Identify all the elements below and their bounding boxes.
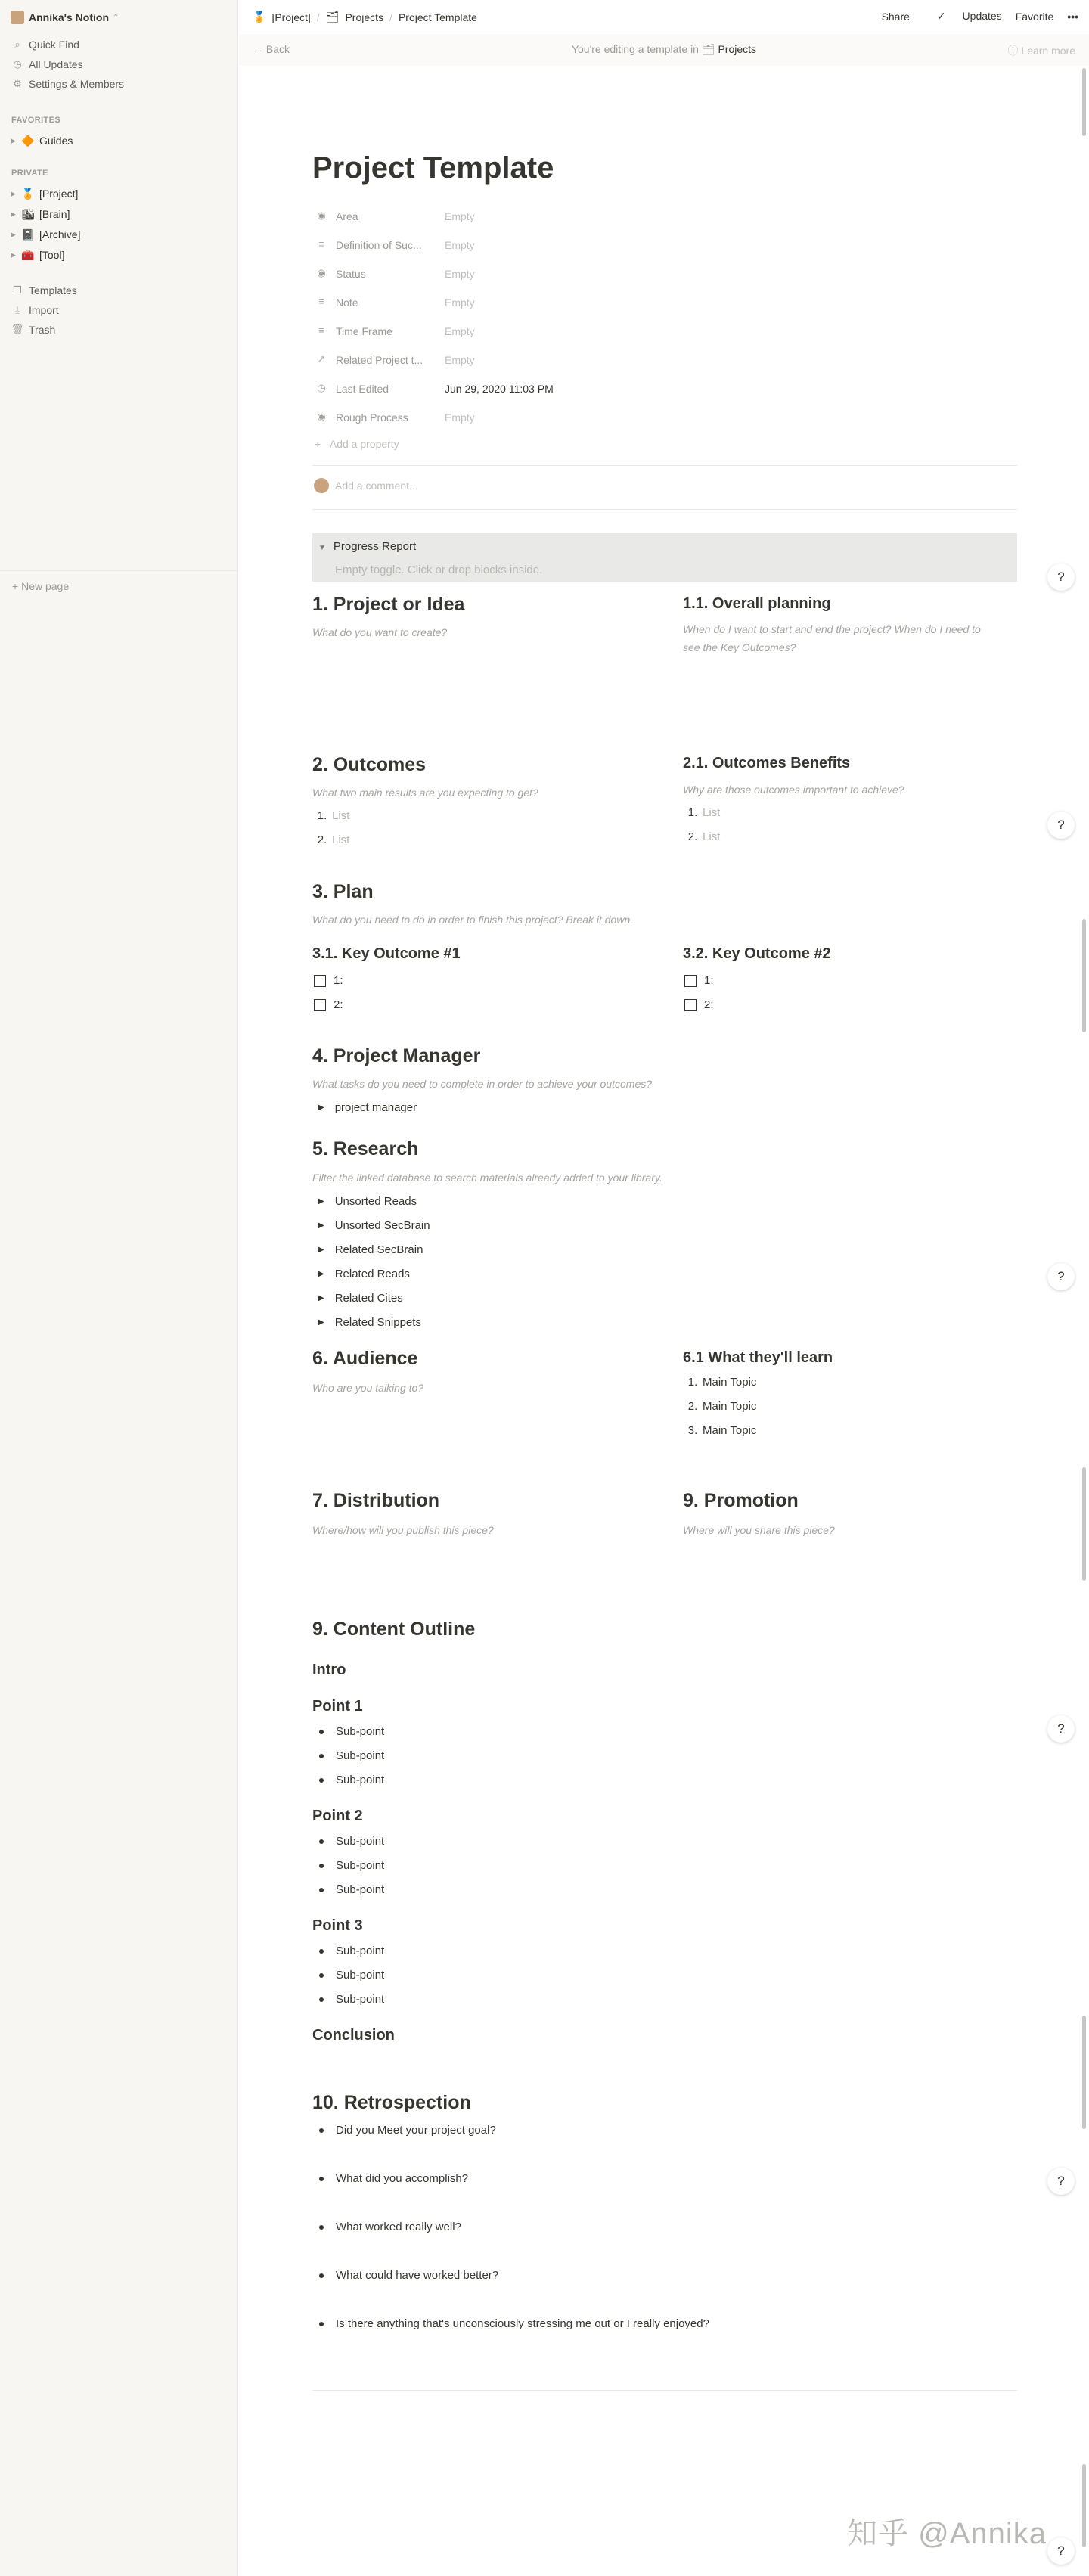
breadcrumb-projects[interactable]: Projects (345, 11, 384, 23)
learn-more-link[interactable] (1008, 43, 1075, 58)
topbar (239, 0, 1089, 34)
scrollbar-thumb[interactable] (1082, 68, 1086, 136)
progress-report-toggle[interactable] (312, 533, 1017, 582)
hint-text[interactable]: What do you want to create? (312, 626, 448, 638)
projects-db-icon: 🗂 (701, 43, 715, 55)
toggle-text: Unsorted Reads (334, 1195, 417, 1208)
property-name: Area (336, 210, 358, 222)
template-notice (239, 43, 1089, 56)
toggle-header[interactable] (318, 540, 416, 553)
property-area[interactable] (312, 203, 1017, 230)
page-title[interactable]: Project Template (312, 151, 554, 185)
bullet-dot (319, 1949, 324, 1954)
expand-triangle-icon[interactable]: ▶ (11, 189, 16, 197)
expand-triangle-icon[interactable]: ▶ (11, 250, 16, 259)
template-banner (239, 34, 1089, 66)
bullet-dot (319, 2273, 324, 2278)
bullet-text: Did you Meet your project goal? (336, 2124, 496, 2137)
property-note[interactable] (312, 289, 1017, 316)
list-number: 2. (687, 830, 698, 843)
toggle-text: project manager (334, 1101, 417, 1114)
expand-triangle-icon[interactable]: ▶ (11, 230, 16, 238)
list-number: 3. (687, 1424, 698, 1437)
bullet-text: Sub-point (336, 1749, 385, 1762)
expand-triangle-icon[interactable]: ▶ (11, 136, 16, 144)
bullet-dot (319, 1888, 324, 1892)
bullet-dot (319, 1778, 324, 1783)
page-emoji-icon: 📓 (21, 228, 35, 241)
toggle-closed-triangle-icon[interactable]: ▶ (318, 1103, 324, 1112)
toggle-open-triangle-icon[interactable]: ▼ (318, 544, 326, 552)
bullet-text: Sub-point (336, 1859, 385, 1872)
sidebar-item-label: Import (29, 304, 59, 316)
sidebar-item-settings[interactable] (11, 75, 124, 93)
select-icon: ◉ (317, 209, 326, 221)
heading-promotion[interactable]: 9. Promotion (683, 1490, 799, 1511)
hint-text[interactable]: What tasks do you need to complete in order to achieve your outcomes? (312, 1078, 653, 1090)
list-text: Main Topic (703, 1400, 757, 1413)
select-icon: ◉ (317, 267, 326, 278)
help-circle-icon: ⓘ (1007, 45, 1022, 57)
toggle-item[interactable] (312, 1101, 417, 1114)
toggle-empty-placeholder[interactable]: Empty toggle. Click or drop blocks inside. (335, 563, 543, 576)
breadcrumb-separator: / (389, 11, 392, 23)
heading-overall-planning[interactable]: 1.1. Overall planning (683, 595, 831, 612)
heading-intro[interactable]: Intro (312, 1662, 346, 1678)
bullet-item[interactable] (312, 1944, 384, 1957)
share-button[interactable]: Share (881, 10, 910, 23)
bullet-item[interactable] (312, 1859, 384, 1872)
templates-icon: ❐ (13, 284, 22, 296)
sidebar-item-label: Quick Find (29, 39, 79, 51)
checkbox[interactable] (314, 975, 326, 987)
toggle-item[interactable] (312, 1316, 421, 1329)
checkbox[interactable] (314, 999, 326, 1011)
property-related-project[interactable] (312, 346, 1017, 374)
bullet-item[interactable] (312, 1749, 384, 1762)
numbered-item[interactable] (312, 833, 349, 846)
sidebar-item-label: Templates (29, 284, 77, 296)
sidebar-item-import[interactable] (11, 301, 59, 319)
plus-icon: + (12, 580, 22, 592)
help-button[interactable]: ? (1047, 812, 1075, 839)
more-icon[interactable]: ••• (1067, 10, 1078, 23)
add-property-button[interactable] (315, 438, 399, 450)
updates-label: Updates (962, 10, 1002, 22)
toggle-item[interactable] (312, 1195, 417, 1208)
property-last-edited[interactable] (312, 375, 1017, 402)
heading-point-2[interactable]: Point 2 (312, 1808, 363, 1824)
scrollbar-thumb[interactable] (1082, 2464, 1086, 2547)
new-page-button[interactable] (0, 570, 238, 601)
sidebar-page-label: Guides (39, 135, 73, 147)
checkbox[interactable] (684, 999, 697, 1011)
heading-outcomes[interactable]: 2. Outcomes (312, 754, 427, 775)
heading-point-3[interactable]: Point 3 (312, 1917, 363, 1934)
chevron-down-icon: ⌃ (113, 13, 119, 22)
sidebar-item-label: All Updates (29, 58, 83, 70)
sidebar-item-trash[interactable] (11, 321, 55, 339)
list-number: 1. (687, 1376, 698, 1389)
hint-text[interactable]: Where/how will you publish this piece? (312, 1524, 494, 1536)
toggle-item[interactable] (312, 1219, 430, 1232)
property-name: Time Frame (336, 325, 392, 337)
gear-icon: ⚙ (13, 78, 22, 89)
page-emoji-icon: 🏅 (21, 187, 35, 200)
sidebar-item-templates[interactable] (11, 281, 77, 299)
breadcrumb-current[interactable]: Project Template (398, 11, 477, 23)
bullet-text: What did you accomplish? (336, 2172, 469, 2185)
toggle-item[interactable] (312, 1292, 403, 1305)
relation-arrow-icon: ↗ (317, 353, 326, 365)
heading-research[interactable]: 5. Research (312, 1138, 419, 1159)
sidebar-page-label: [Tool] (39, 249, 65, 261)
hint-text[interactable]: When do I want to start and end the project? When do I need to see the Key Outcomes? (683, 623, 981, 653)
sidebar-page-label: [Archive] (39, 228, 81, 241)
property-status[interactable] (312, 260, 1017, 287)
page-emoji-icon: 🏙 (21, 207, 35, 220)
sidebar-item-label: Settings & Members (29, 78, 125, 90)
page-emoji-icon: 🔶 (21, 134, 35, 147)
numbered-item[interactable] (683, 1400, 756, 1413)
help-button[interactable]: ? (1047, 2168, 1075, 2195)
numbered-item[interactable] (312, 809, 349, 822)
bullet-text: Sub-point (336, 1944, 385, 1957)
hint-text[interactable]: Where will you share this piece? (683, 1524, 835, 1536)
list-number: 2. (687, 1400, 698, 1413)
hint-text[interactable]: Filter the linked database to search materials already added to your library. (312, 1172, 662, 1184)
bullet-item[interactable] (312, 1969, 384, 1982)
bullet-text: Sub-point (336, 1774, 385, 1786)
watermark: 知乎 @Annika (847, 2517, 1047, 2550)
learn-more-label: Learn more (1021, 45, 1075, 57)
bullet-dot (319, 2128, 324, 2133)
heading-audience[interactable]: 6. Audience (312, 1348, 418, 1369)
heading-content-outline[interactable]: 9. Content Outline (312, 1619, 476, 1640)
list-placeholder: List (703, 806, 721, 819)
sidebar-page-project[interactable] (11, 185, 78, 203)
list-number: 1. (317, 809, 327, 822)
toggle-item[interactable] (312, 1268, 410, 1280)
search-icon: ⌕ (14, 39, 20, 50)
workspace-avatar (11, 11, 24, 24)
todo-item[interactable] (312, 998, 343, 1011)
hint-text[interactable]: What do you need to do in order to finish this project? Break it down. (312, 914, 634, 926)
breadcrumb (239, 11, 483, 23)
avatar (314, 478, 329, 493)
template-notice-text: You're editing a template in (571, 43, 699, 55)
bullet-text: What could have worked better? (336, 2269, 499, 2282)
add-comment-input[interactable] (314, 478, 418, 493)
toggle-item[interactable] (312, 1243, 423, 1256)
sidebar-item-label: Trash (29, 324, 56, 336)
favorites-heading: FAVORITES (11, 116, 61, 125)
heading-conclusion[interactable]: Conclusion (312, 2027, 395, 2044)
bullet-item[interactable] (312, 2172, 468, 2185)
help-button[interactable]: ? (1047, 1263, 1075, 1290)
template-target-link[interactable]: Projects (718, 43, 757, 55)
todo-text: 1: (334, 974, 343, 987)
bullet-text: Is there anything that's unconsciously stressing me out or I really enjoyed? (336, 2317, 709, 2330)
numbered-item[interactable] (683, 806, 720, 819)
bullet-item[interactable] (312, 1725, 384, 1738)
toggle-closed-triangle-icon[interactable]: ▶ (318, 1221, 324, 1230)
numbered-item[interactable] (683, 1424, 756, 1437)
property-value[interactable]: Empty (445, 268, 475, 280)
todo-item[interactable] (683, 974, 714, 987)
property-rough-process[interactable] (312, 404, 1017, 431)
sidebar-page-guides[interactable] (11, 132, 73, 150)
divider (312, 509, 1017, 510)
sidebar-page-archive[interactable] (11, 225, 80, 244)
help-button[interactable]: ? (1047, 1715, 1075, 1743)
breadcrumb-project[interactable]: [Project] (271, 11, 311, 23)
text-icon: ≡ (318, 296, 324, 307)
toggle-closed-triangle-icon[interactable]: ▶ (318, 1270, 324, 1278)
toggle-closed-triangle-icon[interactable]: ▶ (318, 1197, 324, 1206)
sidebar-item-quick-find[interactable] (11, 36, 79, 54)
bullet-item[interactable] (312, 2124, 496, 2137)
heading-what-theyll-learn[interactable]: 6.1 What they'll learn (683, 1349, 833, 1366)
list-text: Main Topic (703, 1376, 757, 1389)
sidebar-page-label: [Brain] (39, 208, 70, 220)
sidebar-item-all-updates[interactable] (11, 55, 83, 73)
bullet-dot (319, 1973, 324, 1978)
property-name: Note (336, 296, 358, 309)
bullet-dot (319, 2177, 324, 2181)
bullet-item[interactable] (312, 2317, 709, 2330)
todo-text: 2: (334, 998, 343, 1011)
text-icon: ≡ (318, 324, 324, 336)
property-time-frame[interactable] (312, 318, 1017, 345)
checkbox[interactable] (684, 975, 697, 987)
heading-project-or-idea[interactable]: 1. Project or Idea (312, 594, 465, 615)
help-button[interactable]: ? (1047, 563, 1075, 591)
sidebar-page-brain[interactable] (11, 205, 70, 223)
topbar-actions (868, 10, 1078, 23)
toggle-title: Progress Report (333, 540, 417, 553)
bullet-item[interactable] (312, 1774, 384, 1786)
property-value[interactable]: Empty (445, 210, 475, 222)
toggle-text: Related Cites (334, 1292, 403, 1305)
bullet-dot (319, 2225, 324, 2230)
property-name: Status (336, 268, 366, 280)
toggle-closed-triangle-icon[interactable]: ▶ (318, 1246, 324, 1254)
bullet-text: Sub-point (336, 1835, 385, 1848)
property-name: Definition of Suc... (336, 239, 422, 251)
text-icon: ≡ (318, 238, 324, 250)
sidebar-page-label: [Project] (39, 188, 79, 200)
property-name: Related Project t... (336, 354, 424, 366)
bullet-text: Sub-point (336, 1883, 385, 1896)
bullet-dot (319, 1864, 324, 1868)
new-page-label: New page (21, 580, 70, 592)
todo-text: 1: (704, 974, 714, 987)
divider (312, 2390, 1017, 2391)
expand-triangle-icon[interactable]: ▶ (11, 209, 16, 218)
toggle-text: Related Reads (334, 1268, 410, 1280)
favorite-button[interactable]: Favorite (1015, 10, 1054, 23)
heading-project-manager[interactable]: 4. Project Manager (312, 1045, 481, 1066)
list-placeholder: List (703, 830, 721, 843)
todo-text: 2: (704, 998, 714, 1011)
add-property-label: Add a property (329, 438, 399, 450)
heading-retrospection[interactable]: 10. Retrospection (312, 2092, 471, 2113)
todo-item[interactable] (683, 998, 714, 1011)
list-number: 2. (317, 833, 327, 846)
list-placeholder: List (332, 833, 350, 846)
scrollbar-thumb[interactable] (1082, 1467, 1086, 1581)
select-icon: ◉ (317, 411, 326, 422)
bullet-text: What worked really well? (336, 2221, 461, 2233)
bullet-item[interactable] (312, 2269, 498, 2282)
private-heading: PRIVATE (11, 169, 48, 178)
bullet-dot (319, 2322, 324, 2326)
heading-key-outcome-1[interactable]: 3.1. Key Outcome #1 (312, 945, 461, 962)
bullet-item[interactable] (312, 1993, 384, 2006)
toggle-text: Related SecBrain (334, 1243, 424, 1256)
bullet-dot (319, 1754, 324, 1758)
list-text: Main Topic (703, 1424, 757, 1437)
page-emoji-icon: 🧰 (21, 248, 35, 261)
toggle-text: Unsorted SecBrain (334, 1219, 430, 1232)
hint-text[interactable]: Why are those outcomes important to achieve? (683, 784, 904, 796)
heading-key-outcome-2[interactable]: 3.2. Key Outcome #2 (683, 945, 831, 962)
property-value[interactable]: Empty (445, 354, 475, 366)
bullet-dot (319, 1997, 324, 2002)
heading-plan[interactable]: 3. Plan (312, 881, 374, 902)
trash-icon: 🗑 (11, 324, 24, 335)
breadcrumb-projects-icon: 🗂 (325, 11, 340, 23)
bullet-item[interactable] (312, 2221, 461, 2233)
import-icon: ⤓ (15, 304, 20, 315)
sidebar-page-tool[interactable] (11, 246, 64, 264)
property-value: Jun 29, 2020 11:03 PM (445, 383, 554, 395)
list-number: 1. (687, 806, 698, 819)
bullet-text: Sub-point (336, 1993, 385, 2006)
add-comment-placeholder: Add a comment... (335, 480, 418, 492)
help-button[interactable]: ? (1047, 2537, 1075, 2565)
divider (312, 465, 1017, 466)
numbered-item[interactable] (683, 830, 720, 843)
toggle-closed-triangle-icon[interactable]: ▶ (318, 1318, 324, 1327)
property-name: Last Edited (336, 383, 389, 395)
updates-button[interactable] (923, 10, 1002, 23)
property-name: Rough Process (336, 411, 408, 424)
heading-outcomes-benefits[interactable]: 2.1. Outcomes Benefits (683, 755, 851, 771)
clock-icon: ◷ (317, 382, 326, 393)
toggle-text: Related Snippets (334, 1316, 421, 1329)
scrollbar-thumb[interactable] (1082, 919, 1086, 1032)
todo-item[interactable] (312, 974, 343, 987)
property-value[interactable]: Empty (445, 325, 475, 337)
clock-icon: ◷ (13, 58, 22, 70)
back-label: Back (265, 43, 290, 55)
bullet-item[interactable] (312, 1883, 384, 1896)
property-value[interactable]: Empty (445, 411, 475, 424)
property-value[interactable]: Empty (445, 239, 475, 251)
heading-point-1[interactable]: Point 1 (312, 1698, 363, 1715)
hint-text[interactable]: Who are you talking to? (312, 1382, 424, 1394)
sidebar (0, 0, 238, 2576)
workspace-name: Annika's Notion (29, 11, 109, 23)
heading-distribution[interactable]: 7. Distribution (312, 1490, 440, 1511)
bullet-text: Sub-point (336, 1969, 385, 1982)
hint-text[interactable]: What two main results are you expecting to get? (312, 787, 538, 799)
property-definition-of-success[interactable] (312, 231, 1017, 259)
numbered-item[interactable] (683, 1376, 756, 1389)
breadcrumb-project-icon: 🏅 (253, 11, 266, 23)
scrollbar-thumb[interactable] (1082, 2016, 1086, 2129)
breadcrumb-separator: / (316, 11, 320, 23)
bullet-dot (319, 1839, 324, 1844)
bullet-item[interactable] (312, 1835, 384, 1848)
plus-icon: + (315, 438, 330, 450)
check-icon: ✓ (936, 10, 949, 22)
list-placeholder: List (332, 809, 350, 822)
property-value[interactable]: Empty (445, 296, 475, 309)
bullet-text: Sub-point (336, 1725, 385, 1738)
bullet-dot (319, 1730, 324, 1734)
toggle-closed-triangle-icon[interactable]: ▶ (318, 1294, 324, 1302)
workspace-switcher[interactable] (11, 9, 119, 26)
arrow-left-icon: ← (253, 43, 266, 55)
